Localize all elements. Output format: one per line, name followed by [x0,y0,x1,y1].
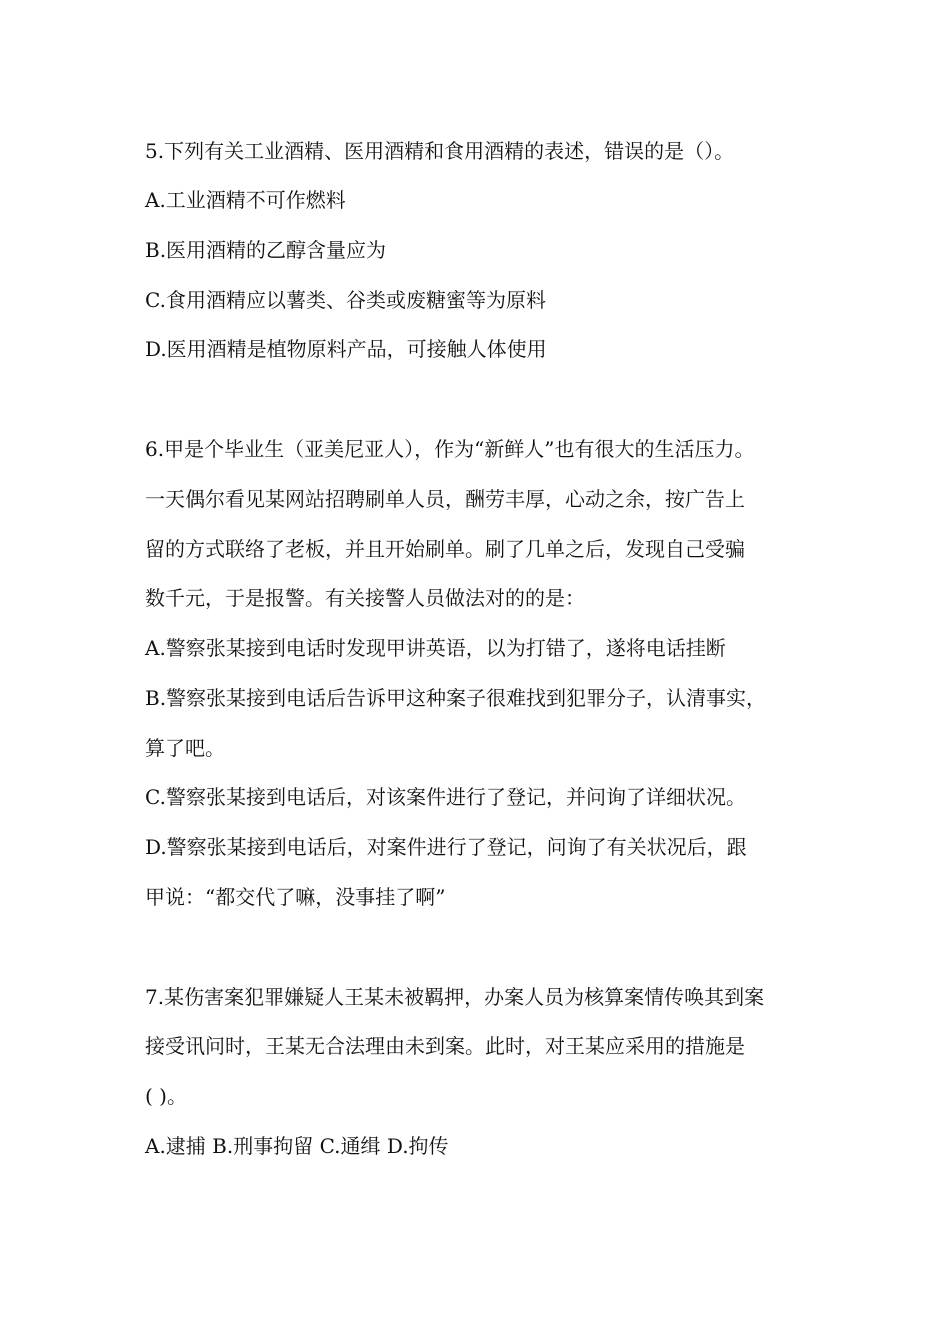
question-6-stem-line-3: 留的方式联络了老板，并且开始刷单。刷了几单之后，发现自己受骗 [145,537,745,561]
question-5-option-c: C.食用酒精应以薯类、谷类或废糖蜜等为原料 [145,288,546,312]
question-5-option-d: D.医用酒精是植物原料产品，可接触人体使用 [145,337,547,361]
question-6-stem-line-1: 6.甲是个毕业生（亚美尼亚人），作为“新鲜人”也有很大的生活压力。 [145,437,755,461]
question-5-stem: 5.下列有关工业酒精、医用酒精和食用酒精的表述，错误的是（）。 [145,139,735,163]
question-6-option-b-line-2: 算了吧。 [145,736,225,760]
question-6-option-d-line-1: D.警察张某接到电话后，对案件进行了登记，问询了有关状况后，跟 [145,835,747,859]
question-6-stem-line-4: 数千元，于是报警。有关接警人员做法对的的是： [145,586,585,610]
question-5-option-b: B.医用酒精的乙醇含量应为 [145,238,387,262]
question-7-stem-line-1: 7.某伤害案犯罪嫌疑人王某未被羁押，办案人员为核算案情传唤其到案 [145,985,765,1009]
question-6-option-a: A.警察张某接到电话时发现甲讲英语，以为打错了，遂将电话挂断 [145,636,726,660]
question-6-option-b-line-1: B.警察张某接到电话后告诉甲这种案子很难找到犯罪分子，认清事实， [145,686,767,710]
question-6-option-d-line-2: 甲说：“都交代了嘛，没事挂了啊” [145,885,446,909]
question-7-stem-line-2: 接受讯问时，王某无合法理由未到案。此时，对王某应采用的措施是 [145,1034,745,1058]
question-6-option-c: C.警察张某接到电话后，对该案件进行了登记，并问询了详细状况。 [145,785,746,809]
question-5-option-a: A.工业酒精不可作燃料 [145,188,346,212]
question-7-stem-line-3: ( )。 [145,1084,187,1108]
question-6-stem-line-2: 一天偶尔看见某网站招聘刷单人员，酬劳丰厚，心动之余，按广告上 [145,487,745,511]
question-7-options: A.逮捕 B.刑事拘留 C.通缉 D.拘传 [145,1134,449,1158]
